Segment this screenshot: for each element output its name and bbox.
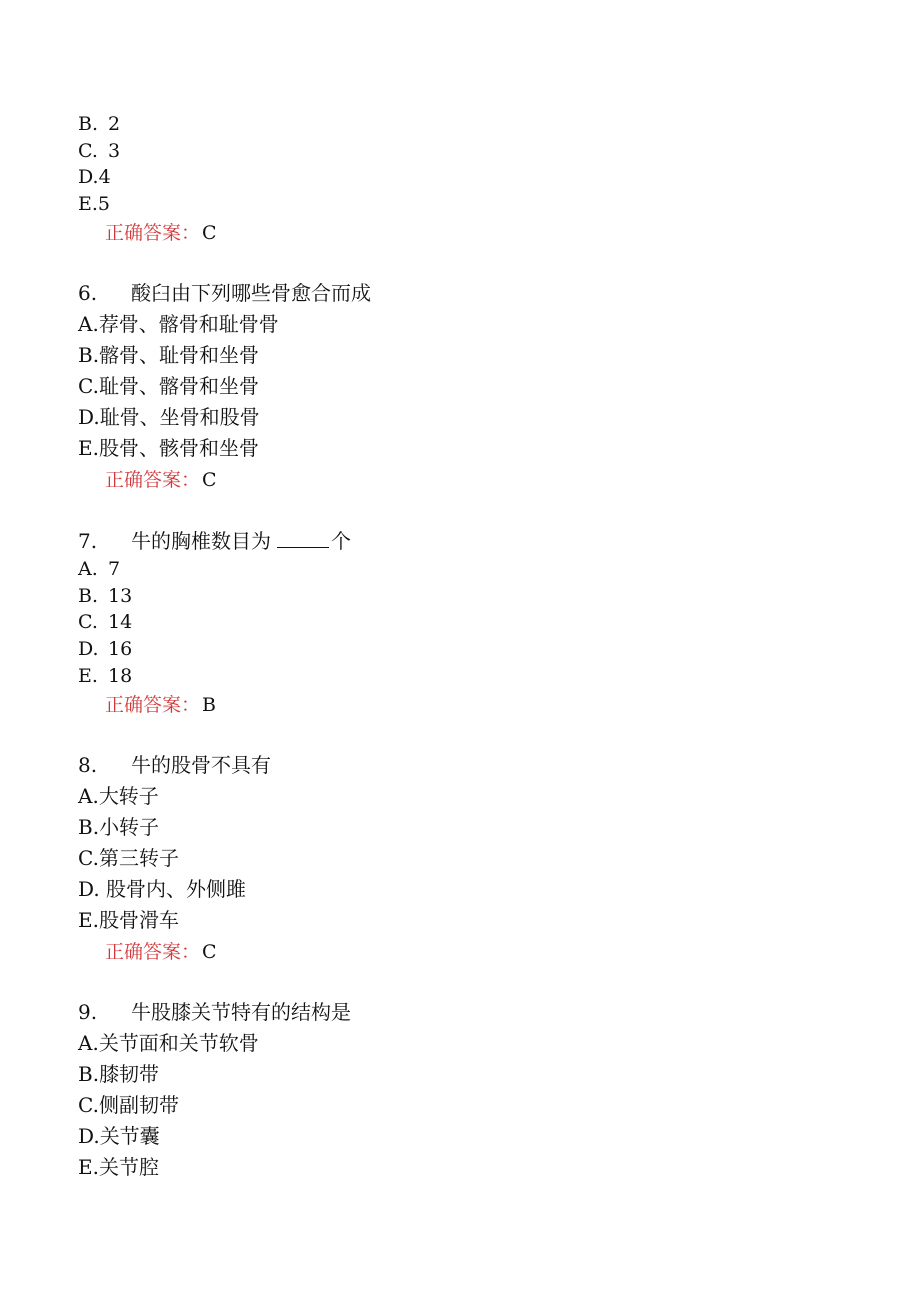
option-text: 18 <box>108 665 133 687</box>
option-b <box>78 343 259 367</box>
answer-label: 正确答案： <box>105 694 201 716</box>
option-b <box>78 584 132 608</box>
correct-answer <box>105 221 217 245</box>
option-letter: E. <box>78 193 98 215</box>
option-letter: B. <box>78 815 100 839</box>
option-e <box>78 1155 159 1179</box>
option-text: 大转子 <box>98 784 159 808</box>
option-c <box>78 610 132 634</box>
option-text: 荐骨、髂骨和耻骨骨 <box>98 312 279 336</box>
option-d <box>78 1124 160 1148</box>
option-letter: D. <box>78 1124 100 1148</box>
option-text: 7 <box>108 558 121 580</box>
option-letter: C. <box>78 374 99 398</box>
option-letter: B. <box>78 113 99 135</box>
option-text: 髂骨、耻骨和坐骨 <box>99 343 260 367</box>
question-number: 6. <box>78 281 98 305</box>
option-d <box>78 405 260 429</box>
question-number: 7. <box>78 529 98 553</box>
option-text: 3 <box>108 140 121 162</box>
option-b <box>78 1062 159 1086</box>
option-text: 14 <box>108 611 133 633</box>
option-text: 股骨滑车 <box>98 908 179 932</box>
option-letter: A. <box>78 784 99 808</box>
question-text-before: 牛的胸椎数目为 <box>131 529 271 553</box>
option-e <box>78 664 132 688</box>
option-text: 耻骨、髂骨和坐骨 <box>98 374 259 398</box>
option-letter: E. <box>78 665 98 687</box>
question-text-after: 个 <box>331 529 351 553</box>
option-letter: D. <box>78 405 100 429</box>
option-letter: A. <box>78 558 98 580</box>
option-letter: D. <box>78 166 99 188</box>
answer-value: C <box>202 222 217 244</box>
option-letter: C. <box>78 140 98 162</box>
answer-label: 正确答案： <box>105 941 201 963</box>
correct-answer <box>105 940 217 964</box>
correct-answer <box>105 468 217 492</box>
option-letter: E. <box>78 436 99 460</box>
option-letter: C. <box>78 846 99 870</box>
option-letter: E. <box>78 908 99 932</box>
option-text: 股骨、骸骨和坐骨 <box>98 436 259 460</box>
question-text: 酸臼由下列哪些骨愈合而成 <box>131 281 371 305</box>
option-letter: C. <box>78 1093 99 1117</box>
option-text: 关节囊 <box>99 1124 160 1148</box>
option-letter: A. <box>78 1031 99 1055</box>
option-c <box>78 139 120 163</box>
option-d <box>78 165 111 189</box>
option-letter: E. <box>78 1155 99 1179</box>
option-letter: D. <box>78 638 99 660</box>
answer-value: B <box>202 694 216 716</box>
option-a <box>78 784 159 808</box>
option-d <box>78 877 246 901</box>
fill-in-blank <box>277 529 329 548</box>
option-text: 4 <box>98 166 111 188</box>
option-b <box>78 112 120 136</box>
option-c <box>78 846 179 870</box>
question-stem <box>78 281 371 305</box>
option-text: 关节腔 <box>98 1155 159 1179</box>
answer-label: 正确答案： <box>105 222 201 244</box>
option-letter: B. <box>78 343 100 367</box>
option-letter: B. <box>78 1062 100 1086</box>
question-number: 9. <box>78 1000 98 1024</box>
option-text: 第三转子 <box>98 846 179 870</box>
answer-value: C <box>202 469 217 491</box>
option-text: 13 <box>108 585 133 607</box>
option-text: 股骨内、外侧雎 <box>99 877 247 901</box>
option-c <box>78 374 259 398</box>
question-stem <box>78 753 271 777</box>
question-text: 牛的股骨不具有 <box>131 753 271 777</box>
option-letter: B. <box>78 585 99 607</box>
option-text: 耻骨、坐骨和股骨 <box>99 405 260 429</box>
question-stem <box>78 529 351 553</box>
option-text: 关节面和关节软骨 <box>98 1031 259 1055</box>
option-text: 小转子 <box>99 815 160 839</box>
option-a <box>78 557 120 581</box>
correct-answer <box>105 693 216 717</box>
option-text: 膝韧带 <box>99 1062 160 1086</box>
answer-label: 正确答案： <box>105 469 201 491</box>
option-letter: A. <box>78 312 99 336</box>
option-text: 5 <box>97 193 111 215</box>
option-e <box>78 908 179 932</box>
option-c <box>78 1093 179 1117</box>
option-d <box>78 637 132 661</box>
option-text: 2 <box>108 113 121 135</box>
option-text: 侧副韧带 <box>98 1093 179 1117</box>
question-number: 8. <box>78 753 98 777</box>
answer-value: C <box>202 941 217 963</box>
option-text: 16 <box>108 638 133 660</box>
question-text: 牛股膝关节特有的结构是 <box>131 1000 351 1024</box>
option-a <box>78 1031 259 1055</box>
option-letter: D. <box>78 877 100 901</box>
option-e <box>78 192 110 216</box>
option-e <box>78 436 259 460</box>
option-b <box>78 815 159 839</box>
option-letter: C. <box>78 611 98 633</box>
question-stem <box>78 1000 351 1024</box>
option-a <box>78 312 279 336</box>
